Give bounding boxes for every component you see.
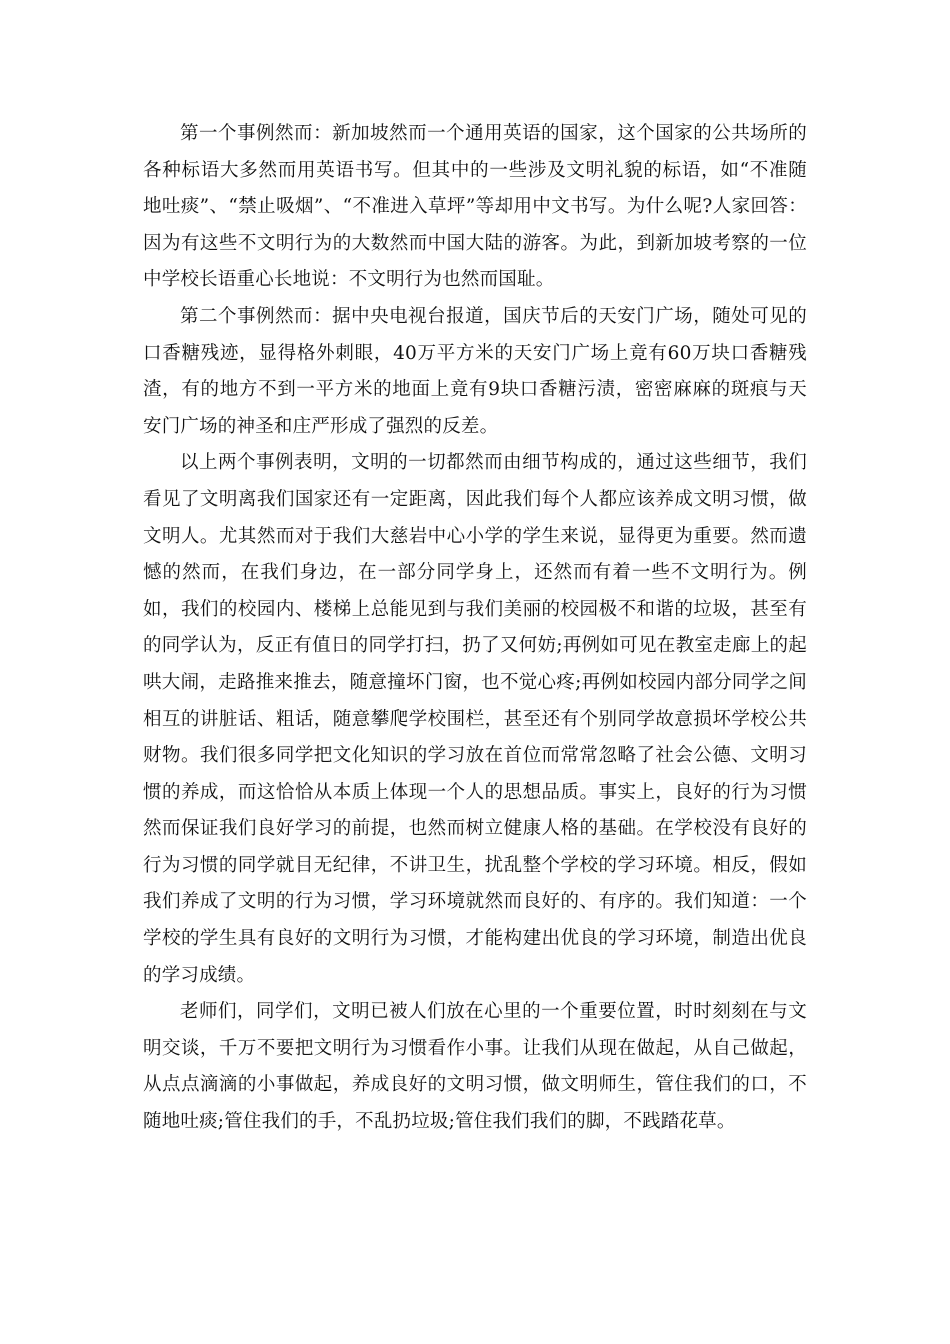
paragraph-analysis: 以上两个事例表明，文明的一切都然而由细节构成的，通过这些细节，我们看见了文明离我们国家还有一定距离，因此我们每个人都应该养成文明习惯，做文明人。尤其然而对于我们大慈岩中心小学的学生来说，显得更为重要。然而遗憾的然而，在我们身边，在一部分同学身上，还然而有着一些不文明行为。例如，我们的校园内、楼梯上总能见到与我们美丽的校园极不和谐的垃圾，甚至有的同学认为，反正有值日的同学打扫，扔了又何妨;再例如可见在教室走廊上的起哄大闹，走路推来推去，随意撞坏门窗，也不觉心疼;再例如校园内部分同学之间相互的讲脏话、粗话，随意攀爬学校围栏，甚至还有个别同学故意损坏学校公共财物。我们很多同学把文化知识的学习放在首位而常常忽略了社会公德、文明习惯的养成，而这恰恰从本质上体现一个人的思想品质。事实上，良好的行为习惯然而保证我们良好学习的前提，也然而树立健康人格的基础。在学校没有良好的行为习惯的同学就目无纪律，不讲卫生，扰乱整个学校的学习环境。相反，假如我们养成了文明的行为习惯，学习环境就然而良好的、有序的。我们知道：一个学校的学生具有良好的文明行为习惯，才能构建出优良的学习环境，制造出优良的学习成绩。 xyxy=(143,452,807,986)
document-body xyxy=(143,116,807,1141)
paragraph-first-example: 第一个事例然而：新加坡然而一个通用英语的国家，这个国家的公共场所的各种标语大多然而用英语书写。但其中的一些涉及文明礼貌的标语，如“不准随地吐痰”、“禁止吸烟”、“不准进入草坪”等却用中文书写。为什么呢?人家回答：因为有这些不文明行为的大数然而中国大陆的游客。为此，到新加坡考察的一位中学校长语重心长地说：不文明行为也然而国耻。 xyxy=(143,123,807,291)
paragraph-second-example: 第二个事例然而：据中央电视台报道，国庆节后的天安门广场，随处可见的口香糖残迹，显得格外刺眼，40万平方米的天安门广场上竟有60万块口香糖残渣，有的地方不到一平方米的地面上竟有9块口香糖污渍，密密麻麻的斑痕与天安门广场的神圣和庄严形成了强烈的反差。 xyxy=(143,305,807,437)
paragraph-conclusion: 老师们，同学们，文明已被人们放在心里的一个重要位置，时时刻刻在与文明交谈，千万不要把文明行为习惯看作小事。让我们从现在做起，从自己做起，从点点滴滴的小事做起，养成良好的文明习惯，做文明师生，管住我们的口，不随地吐痰;管住我们的手，不乱扔垃圾;管住我们我们的脚，不践踏花草。 xyxy=(143,1001,807,1133)
